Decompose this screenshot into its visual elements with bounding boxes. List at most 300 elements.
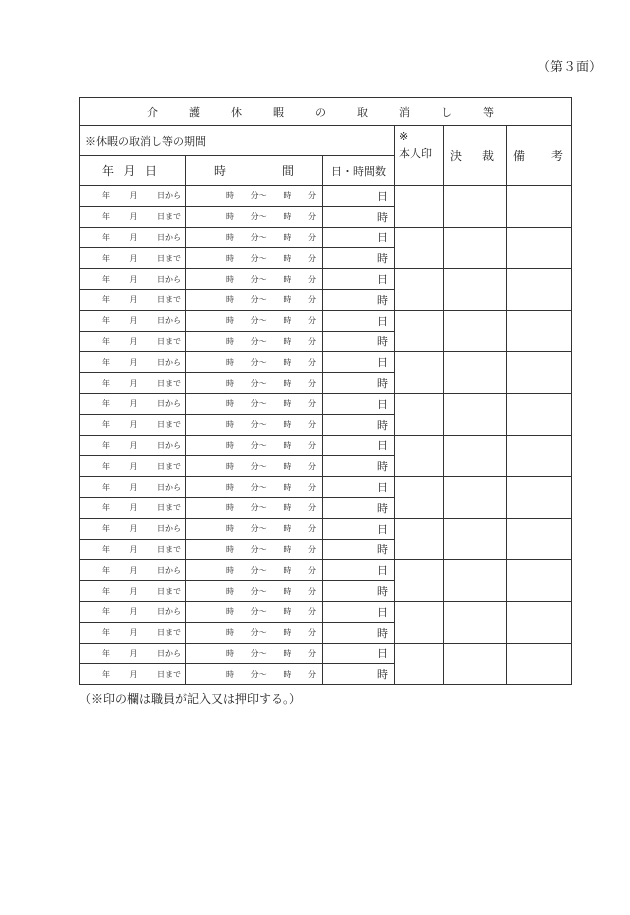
hours-count-cell[interactable] [323, 456, 395, 477]
row-minute-start: 分～ [250, 669, 267, 679]
period-entry-row-from [80, 477, 572, 498]
stamp-cell[interactable] [395, 518, 444, 560]
hours-count-cell[interactable] [323, 373, 395, 394]
row-minute-end: 分 [307, 628, 316, 638]
period-entry-row-from [80, 310, 572, 331]
time-to-cell[interactable] [186, 373, 323, 394]
row-year: 年 [102, 212, 110, 222]
days-count-cell[interactable] [323, 269, 395, 290]
row-year: 年 [102, 565, 110, 575]
row-month: 月 [129, 482, 138, 492]
remarks-cell[interactable] [507, 435, 572, 477]
row-hour-start: 時 [226, 565, 234, 575]
time-from-cell[interactable] [186, 227, 323, 248]
row-minute-start: 分～ [250, 607, 267, 617]
period-label: ※休暇の取消し等の期間 [80, 126, 395, 156]
row-hour-start: 時 [226, 336, 234, 346]
days-unit: 日 [377, 564, 388, 578]
days-count-cell[interactable] [323, 643, 395, 664]
time-to-cell[interactable] [186, 664, 323, 685]
row-hour-end: 時 [283, 607, 292, 617]
row-minute-start: 分～ [250, 628, 267, 638]
hours-count-cell[interactable] [323, 581, 395, 602]
days-unit: 日 [377, 522, 388, 536]
days-unit: 日 [377, 231, 388, 245]
stamp-cell[interactable] [395, 310, 444, 352]
row-minute-end: 分 [307, 648, 316, 658]
time-from-cell[interactable] [186, 601, 323, 622]
date-to-cell[interactable] [80, 497, 186, 518]
days-unit: 日 [377, 356, 388, 370]
hours-count-cell[interactable] [323, 497, 395, 518]
row-day: 日まで [157, 669, 181, 679]
hours-count-cell[interactable] [323, 414, 395, 435]
row-day: 日から [157, 565, 181, 575]
period-entry-row-from [80, 393, 572, 414]
remarks-cell[interactable] [507, 643, 572, 685]
remarks-cell[interactable] [507, 393, 572, 435]
period-entry-row-from [80, 601, 572, 622]
row-month: 月 [129, 565, 138, 575]
time-from-cell[interactable] [186, 310, 323, 331]
period-entry-row-from [80, 560, 572, 581]
stamp-cell[interactable] [395, 352, 444, 394]
approval-cell[interactable] [444, 269, 507, 311]
row-year: 年 [102, 336, 110, 346]
period-entry-row-from [80, 435, 572, 456]
hours-count-cell[interactable] [323, 622, 395, 643]
row-month: 月 [129, 648, 138, 658]
row-minute-start: 分～ [250, 524, 267, 534]
row-hour-start: 時 [226, 357, 234, 367]
row-month: 月 [129, 503, 138, 513]
period-entry-row-from [80, 643, 572, 664]
row-month: 月 [129, 420, 138, 430]
row-minute-start: 分～ [250, 544, 267, 554]
remarks-cell[interactable] [507, 310, 572, 352]
days-count-cell[interactable] [323, 477, 395, 498]
row-hour-start: 時 [226, 607, 234, 617]
approval-cell[interactable] [444, 186, 507, 228]
care-leave-cancellation-table [79, 97, 572, 685]
time-from-cell[interactable] [186, 643, 323, 664]
days-unit: 日 [377, 605, 388, 619]
row-hour-end: 時 [283, 586, 292, 596]
row-year: 年 [102, 628, 110, 638]
row-hour-start: 時 [226, 482, 234, 492]
row-month: 月 [129, 316, 138, 326]
row-hour-end: 時 [283, 503, 292, 513]
row-year: 年 [102, 357, 110, 367]
hours-unit: 時 [377, 293, 388, 307]
period-entry-row-from [80, 186, 572, 207]
time-to-cell[interactable] [186, 539, 323, 560]
row-minute-end: 分 [307, 336, 316, 346]
row-minute-start: 分～ [250, 420, 267, 430]
approval-cell[interactable] [444, 518, 507, 560]
date-to-cell[interactable] [80, 373, 186, 394]
row-hour-start: 時 [226, 295, 234, 305]
row-month: 月 [129, 461, 138, 471]
row-minute-start: 分～ [250, 482, 267, 492]
row-month: 月 [129, 544, 138, 554]
row-month: 月 [129, 295, 138, 305]
row-minute-end: 分 [307, 482, 316, 492]
stamp-cell[interactable] [395, 227, 444, 269]
days-count-cell[interactable] [323, 393, 395, 414]
row-hour-end: 時 [283, 440, 292, 450]
hours-unit: 時 [377, 668, 388, 682]
row-month: 月 [129, 399, 138, 409]
row-minute-end: 分 [307, 295, 316, 305]
row-day: 日から [157, 316, 181, 326]
row-hour-start: 時 [226, 440, 234, 450]
remarks-cell[interactable] [507, 269, 572, 311]
time-from-cell[interactable] [186, 477, 323, 498]
days-unit: 日 [377, 314, 388, 328]
date-to-cell[interactable] [80, 664, 186, 685]
row-month: 月 [129, 669, 138, 679]
row-year: 年 [102, 482, 110, 492]
days-unit: 日 [377, 481, 388, 495]
row-minute-end: 分 [307, 378, 316, 388]
days-count-cell[interactable] [323, 601, 395, 622]
remarks-cell[interactable] [507, 560, 572, 602]
row-hour-start: 時 [226, 316, 234, 326]
date-from-cell[interactable] [80, 393, 186, 414]
row-minute-end: 分 [307, 253, 316, 263]
row-day: 日から [157, 482, 181, 492]
days-count-cell[interactable] [323, 518, 395, 539]
stamp-cell[interactable] [395, 560, 444, 602]
row-hour-end: 時 [283, 565, 292, 575]
row-minute-start: 分～ [250, 336, 267, 346]
days-unit: 日 [377, 273, 388, 287]
remarks-cell[interactable] [507, 477, 572, 519]
hours-unit: 時 [377, 418, 388, 432]
row-minute-start: 分～ [250, 212, 267, 222]
date-header-month: 月 [123, 164, 136, 178]
count-header: 日・時間数 [323, 156, 395, 186]
date-from-cell[interactable] [80, 435, 186, 456]
row-day: 日から [157, 357, 181, 367]
row-hour-end: 時 [283, 357, 292, 367]
row-hour-start: 時 [226, 544, 234, 554]
stamp-cell[interactable] [395, 435, 444, 477]
row-minute-end: 分 [307, 607, 316, 617]
date-from-cell[interactable] [80, 643, 186, 664]
row-minute-start: 分～ [250, 378, 267, 388]
time-from-cell[interactable] [186, 352, 323, 373]
stamp-cell[interactable] [395, 477, 444, 519]
hours-unit: 時 [377, 210, 388, 224]
row-month: 月 [129, 191, 138, 201]
row-hour-start: 時 [226, 274, 234, 284]
time-from-cell[interactable] [186, 560, 323, 581]
row-minute-end: 分 [307, 440, 316, 450]
date-header-day: 日 [144, 164, 157, 178]
approval-cell[interactable] [444, 227, 507, 269]
row-year: 年 [102, 648, 110, 658]
time-to-cell[interactable] [186, 289, 323, 310]
time-to-cell[interactable] [186, 331, 323, 352]
row-month: 月 [129, 274, 138, 284]
row-minute-end: 分 [307, 212, 316, 222]
date-from-cell[interactable] [80, 560, 186, 581]
row-hour-end: 時 [283, 295, 292, 305]
date-from-cell[interactable] [80, 601, 186, 622]
date-from-cell[interactable] [80, 310, 186, 331]
date-to-cell[interactable] [80, 456, 186, 477]
time-from-cell[interactable] [186, 186, 323, 207]
date-header [80, 156, 186, 186]
approval-cell[interactable] [444, 643, 507, 685]
row-minute-end: 分 [307, 420, 316, 430]
row-minute-end: 分 [307, 524, 316, 534]
row-day: 日まで [157, 544, 181, 554]
row-day: 日から [157, 524, 181, 534]
date-header-year: 年 [102, 164, 115, 178]
row-year: 年 [102, 253, 110, 263]
row-day: 日から [157, 399, 181, 409]
row-year: 年 [102, 232, 110, 242]
hours-unit: 時 [377, 252, 388, 266]
row-minute-start: 分～ [250, 461, 267, 471]
row-day: 日まで [157, 628, 181, 638]
days-unit: 日 [377, 647, 388, 661]
row-day: 日から [157, 648, 181, 658]
row-minute-start: 分～ [250, 274, 267, 284]
row-year: 年 [102, 399, 110, 409]
approval-cell[interactable] [444, 310, 507, 352]
time-header [186, 156, 323, 186]
row-year: 年 [102, 274, 110, 284]
date-to-cell[interactable] [80, 331, 186, 352]
row-hour-end: 時 [283, 648, 292, 658]
date-to-cell[interactable] [80, 581, 186, 602]
row-minute-end: 分 [307, 503, 316, 513]
row-hour-start: 時 [226, 253, 234, 263]
row-minute-start: 分～ [250, 586, 267, 596]
date-to-cell[interactable] [80, 414, 186, 435]
row-hour-end: 時 [283, 669, 292, 679]
date-from-cell[interactable] [80, 352, 186, 373]
row-hour-end: 時 [283, 274, 292, 284]
row-minute-start: 分～ [250, 232, 267, 242]
row-hour-end: 時 [283, 544, 292, 554]
row-hour-end: 時 [283, 524, 292, 534]
approval-cell[interactable] [444, 560, 507, 602]
row-month: 月 [129, 607, 138, 617]
row-hour-end: 時 [283, 191, 292, 201]
approval-cell[interactable] [444, 352, 507, 394]
row-minute-start: 分～ [250, 648, 267, 658]
row-minute-end: 分 [307, 669, 316, 679]
row-hour-start: 時 [226, 503, 234, 513]
hours-unit: 時 [377, 543, 388, 557]
time-from-cell[interactable] [186, 393, 323, 414]
row-hour-start: 時 [226, 420, 234, 430]
stamp-cell[interactable] [395, 269, 444, 311]
row-hour-end: 時 [283, 253, 292, 263]
row-day: 日まで [157, 503, 181, 513]
row-minute-end: 分 [307, 586, 316, 596]
time-to-cell[interactable] [186, 497, 323, 518]
time-to-cell[interactable] [186, 581, 323, 602]
time-to-cell[interactable] [186, 248, 323, 269]
row-year: 年 [102, 607, 110, 617]
date-from-cell[interactable] [80, 518, 186, 539]
row-hour-start: 時 [226, 191, 234, 201]
days-count-cell[interactable] [323, 435, 395, 456]
days-unit: 日 [377, 189, 388, 203]
time-from-cell[interactable] [186, 269, 323, 290]
row-day: 日まで [157, 212, 181, 222]
row-month: 月 [129, 336, 138, 346]
date-to-cell[interactable] [80, 539, 186, 560]
date-from-cell[interactable] [80, 269, 186, 290]
row-year: 年 [102, 544, 110, 554]
days-count-cell[interactable] [323, 310, 395, 331]
time-header-hour: 時 [214, 164, 227, 178]
row-day: 日まで [157, 253, 181, 263]
time-from-cell[interactable] [186, 518, 323, 539]
row-hour-end: 時 [283, 336, 292, 346]
days-count-cell[interactable] [323, 352, 395, 373]
row-month: 月 [129, 586, 138, 596]
stamp-cell[interactable] [395, 643, 444, 685]
row-hour-start: 時 [226, 628, 234, 638]
row-minute-start: 分～ [250, 440, 267, 450]
row-year: 年 [102, 420, 110, 430]
date-to-cell[interactable] [80, 622, 186, 643]
time-to-cell[interactable] [186, 206, 323, 227]
date-to-cell[interactable] [80, 248, 186, 269]
date-to-cell[interactable] [80, 289, 186, 310]
hours-count-cell[interactable] [323, 248, 395, 269]
row-day: 日から [157, 232, 181, 242]
date-from-cell[interactable] [80, 477, 186, 498]
remarks-cell[interactable] [507, 186, 572, 228]
hours-unit: 時 [377, 335, 388, 349]
row-day: 日まで [157, 420, 181, 430]
row-month: 月 [129, 524, 138, 534]
approval-cell[interactable] [444, 601, 507, 643]
row-hour-start: 時 [226, 669, 234, 679]
days-count-cell[interactable] [323, 186, 395, 207]
time-to-cell[interactable] [186, 414, 323, 435]
row-month: 月 [129, 253, 138, 263]
hours-count-cell[interactable] [323, 206, 395, 227]
time-to-cell[interactable] [186, 456, 323, 477]
stamp-cell[interactable] [395, 601, 444, 643]
remarks-header [507, 126, 572, 186]
row-hour-start: 時 [226, 461, 234, 471]
row-day: 日まで [157, 586, 181, 596]
row-minute-start: 分～ [250, 295, 267, 305]
row-month: 月 [129, 212, 138, 222]
stamp-mark: ※ [399, 130, 409, 143]
days-count-cell[interactable] [323, 227, 395, 248]
date-to-cell[interactable] [80, 206, 186, 227]
row-hour-end: 時 [283, 378, 292, 388]
stamp-cell[interactable] [395, 186, 444, 228]
row-minute-end: 分 [307, 544, 316, 554]
row-hour-start: 時 [226, 648, 234, 658]
hours-count-cell[interactable] [323, 664, 395, 685]
days-count-cell[interactable] [323, 560, 395, 581]
page-number: （第３面） [537, 60, 603, 75]
remarks-cell[interactable] [507, 352, 572, 394]
row-year: 年 [102, 440, 110, 450]
row-hour-end: 時 [283, 212, 292, 222]
period-entry-row-from [80, 269, 572, 290]
row-year: 年 [102, 503, 110, 513]
time-to-cell[interactable] [186, 622, 323, 643]
row-hour-end: 時 [283, 628, 292, 638]
row-hour-start: 時 [226, 212, 234, 222]
row-minute-start: 分～ [250, 253, 267, 263]
approval-header [444, 126, 507, 186]
row-hour-end: 時 [283, 316, 292, 326]
row-hour-start: 時 [226, 524, 234, 534]
row-month: 月 [129, 378, 138, 388]
time-from-cell[interactable] [186, 435, 323, 456]
period-entry-row-from [80, 227, 572, 248]
row-hour-start: 時 [226, 232, 234, 242]
row-minute-start: 分～ [250, 399, 267, 409]
row-minute-end: 分 [307, 461, 316, 471]
row-hour-start: 時 [226, 399, 234, 409]
row-year: 年 [102, 295, 110, 305]
row-minute-end: 分 [307, 357, 316, 367]
row-day: 日から [157, 274, 181, 284]
row-year: 年 [102, 586, 110, 596]
approval-cell[interactable] [444, 435, 507, 477]
hours-count-cell[interactable] [323, 289, 395, 310]
row-day: 日まで [157, 378, 181, 388]
hours-unit: 時 [377, 460, 388, 474]
row-year: 年 [102, 378, 110, 388]
remarks-cell[interactable] [507, 601, 572, 643]
row-minute-end: 分 [307, 232, 316, 242]
row-minute-end: 分 [307, 399, 316, 409]
remarks-char-2: 考 [551, 149, 564, 163]
row-minute-end: 分 [307, 565, 316, 575]
hours-unit: 時 [377, 501, 388, 515]
hours-count-cell[interactable] [323, 331, 395, 352]
approval-cell[interactable] [444, 477, 507, 519]
row-minute-start: 分～ [250, 316, 267, 326]
row-year: 年 [102, 524, 110, 534]
row-minute-end: 分 [307, 191, 316, 201]
row-minute-end: 分 [307, 316, 316, 326]
stamp-cell[interactable] [395, 393, 444, 435]
date-from-cell[interactable] [80, 186, 186, 207]
row-hour-end: 時 [283, 232, 292, 242]
approval-char-1: 決 [450, 149, 463, 163]
remarks-cell[interactable] [507, 518, 572, 560]
approval-char-2: 裁 [481, 149, 494, 163]
hours-count-cell[interactable] [323, 539, 395, 560]
row-hour-start: 時 [226, 586, 234, 596]
remarks-cell[interactable] [507, 227, 572, 269]
time-header-between: 間 [281, 164, 294, 178]
row-minute-end: 分 [307, 274, 316, 284]
date-from-cell[interactable] [80, 227, 186, 248]
approval-cell[interactable] [444, 393, 507, 435]
row-day: 日まで [157, 336, 181, 346]
